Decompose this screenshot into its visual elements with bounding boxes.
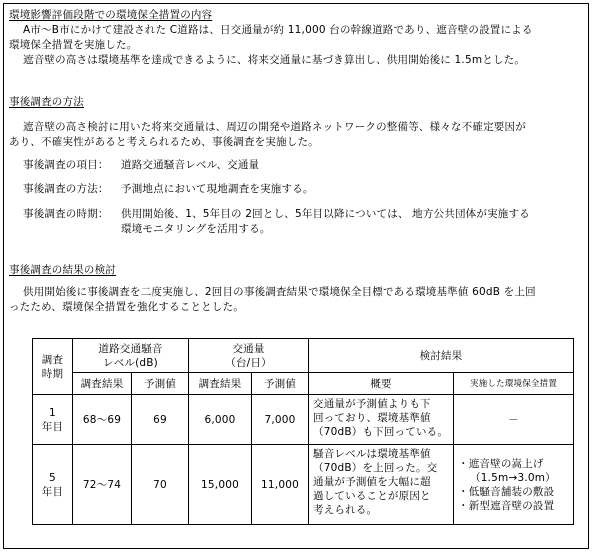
table-subheader-row (33, 373, 574, 395)
item-label: 事後調査の項目： (23, 159, 109, 171)
header-noise: 道路交通騒音 レベル(dB) (73, 339, 189, 373)
header-noise-result: 調査結果 (73, 373, 132, 395)
section1-heading: 環境影響評価段階での環境保全措置の内容 (9, 9, 213, 21)
row-period: 1 年目 (33, 395, 73, 445)
noise-predicted-cell: 69 (132, 395, 189, 445)
section2-line: あり、不確実性があると考えられるため、事後調査を実施した。 (9, 136, 319, 148)
header-review: 検討結果 (309, 339, 574, 373)
section3-line: 供用開始後に事後調査を二度実施し、2回目の事後調査結果で環境保全目標である環境基準値 60dB を上回 (23, 286, 536, 298)
item-value: 道路交通騒音レベル、交通量 (121, 159, 260, 171)
section2-line: 遮音壁の高さ検討に用いた将来交通量は、周辺の開発や道路ネットワークの整備等、様々な不確定要因が (23, 121, 526, 133)
results-table (32, 338, 574, 525)
section3-line: ったため、環境保全措置を強化することとした。 (9, 301, 244, 313)
noise-predicted-cell: 70 (132, 445, 189, 525)
table-row (33, 445, 574, 525)
header-measures: 実施した環境保全措置 (454, 373, 574, 395)
measures-cell: ・遮音壁の嵩上げ （1.5m→3.0m） ・低騒音舗装の敷設 ・新型遮音壁の設置 (454, 445, 574, 525)
traffic-predicted-cell: 11,000 (252, 445, 309, 525)
item-label: 事後調査の方法： (23, 183, 109, 195)
traffic-result-cell: 6,000 (189, 395, 252, 445)
header-traffic: 交通量 （台/日） (189, 339, 309, 373)
section3-heading: 事後調査の結果の検討 (9, 264, 116, 276)
header-traffic-predicted: 予測値 (252, 373, 309, 395)
traffic-predicted-cell: 7,000 (252, 395, 309, 445)
row-period: 5 年目 (33, 445, 73, 525)
noise-result-cell: 72～74 (73, 445, 132, 525)
summary-cell: 交通量が予測値よりも下 回っており、環境基準値 （70dB）も下回っている。 (309, 395, 454, 445)
section1-line: 環境保全措置を実施した。 (9, 39, 138, 51)
table-row (33, 395, 574, 445)
item-value: 予測地点において現地調査を実施する。 (121, 183, 314, 195)
summary-cell: 騒音レベルは環境基準値 （70dB）を上回った。交 通量が予測値を大幅に超 過していることが原因と 考えられる。 (309, 445, 454, 525)
item-value: 供用開始後、1、5年目の 2回とし、5年目以降については、 地方公共団体が実施する (121, 208, 530, 220)
item-label: 事後調査の時期： (23, 208, 109, 220)
traffic-result-cell: 15,000 (189, 445, 252, 525)
noise-result-cell: 68～69 (73, 395, 132, 445)
table-header-row (33, 339, 574, 373)
header-period: 調査 時期 (33, 339, 73, 395)
section1-line: A市～B市にかけて建設された C道路は、日交通量が約 11,000 台の幹線道路であり、遮音壁の設置による (23, 24, 533, 36)
measures-cell: － (454, 395, 574, 445)
header-noise-predicted: 予測値 (132, 373, 189, 395)
item-value: 環境モニタリングを活用する。 (121, 223, 271, 235)
section2-heading: 事後調査の方法 (9, 96, 84, 108)
section1-line: 遮音壁の高さは環境基準を達成できるように、将来交通量に基づき算出し、供用開始後に 1.5mとした。 (23, 54, 526, 66)
header-summary: 概要 (309, 373, 454, 395)
header-traffic-result: 調査結果 (189, 373, 252, 395)
